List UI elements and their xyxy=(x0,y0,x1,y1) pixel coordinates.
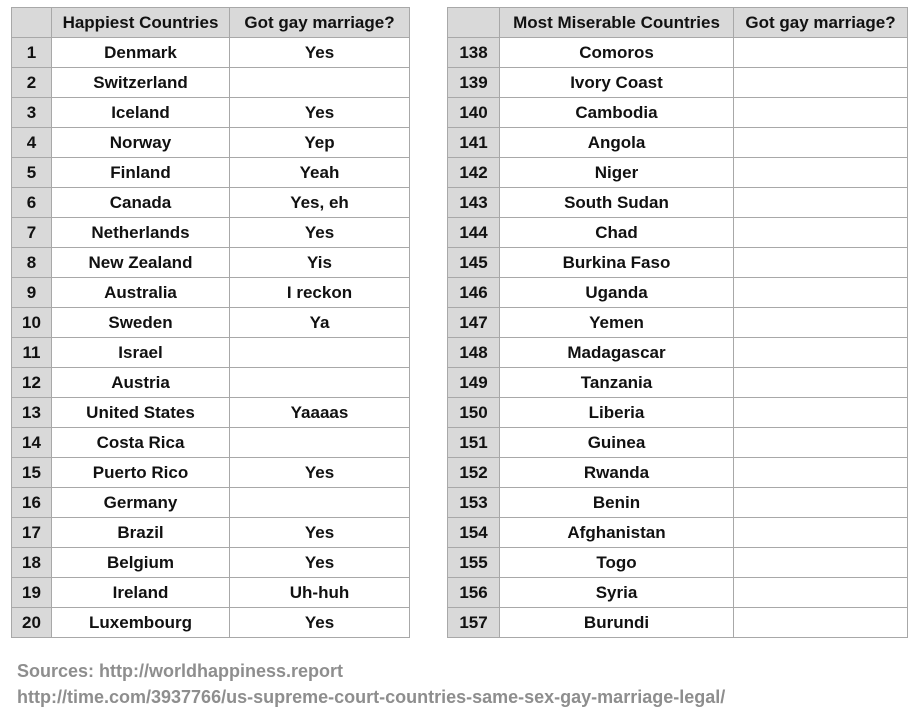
rank-cell: 17 xyxy=(12,518,52,548)
table-row xyxy=(12,578,410,608)
marriage-cell: Yes xyxy=(230,608,410,638)
table-row xyxy=(448,458,908,488)
country-cell: Angola xyxy=(500,128,734,158)
country-cell: Germany xyxy=(52,488,230,518)
country-cell: Chad xyxy=(500,218,734,248)
rank-cell: 3 xyxy=(12,98,52,128)
table-row xyxy=(448,578,908,608)
rank-cell: 13 xyxy=(12,398,52,428)
marriage-cell xyxy=(734,338,908,368)
country-cell: Uganda xyxy=(500,278,734,308)
rank-cell: 140 xyxy=(448,98,500,128)
country-cell: Luxembourg xyxy=(52,608,230,638)
table-row xyxy=(12,518,410,548)
country-cell: Ivory Coast xyxy=(500,68,734,98)
country-cell: Ireland xyxy=(52,578,230,608)
country-cell: Syria xyxy=(500,578,734,608)
marriage-cell xyxy=(734,608,908,638)
country-cell: Burkina Faso xyxy=(500,248,734,278)
table-row xyxy=(448,518,908,548)
table-row xyxy=(448,338,908,368)
table-row xyxy=(12,278,410,308)
rank-cell: 5 xyxy=(12,158,52,188)
country-cell: Switzerland xyxy=(52,68,230,98)
rank-cell: 15 xyxy=(12,458,52,488)
happiest-countries-table xyxy=(11,7,410,638)
country-cell: Netherlands xyxy=(52,218,230,248)
marriage-cell xyxy=(734,458,908,488)
marriage-cell xyxy=(734,158,908,188)
rank-cell: 19 xyxy=(12,578,52,608)
rank-cell: 20 xyxy=(12,608,52,638)
table-row xyxy=(448,488,908,518)
marriage-cell xyxy=(734,128,908,158)
table-row xyxy=(12,188,410,218)
marriage-cell xyxy=(734,548,908,578)
country-cell: Yemen xyxy=(500,308,734,338)
country-cell: Finland xyxy=(52,158,230,188)
marriage-cell xyxy=(230,488,410,518)
table-row xyxy=(12,398,410,428)
rank-cell: 9 xyxy=(12,278,52,308)
marriage-cell xyxy=(230,428,410,458)
rank-cell: 147 xyxy=(448,308,500,338)
marriage-cell: Yes xyxy=(230,548,410,578)
rank-cell: 157 xyxy=(448,608,500,638)
table-row xyxy=(448,608,908,638)
country-cell: Israel xyxy=(52,338,230,368)
table-row xyxy=(12,308,410,338)
country-cell: Australia xyxy=(52,278,230,308)
marriage-cell xyxy=(734,368,908,398)
rank-cell: 11 xyxy=(12,338,52,368)
marriage-cell: Yes xyxy=(230,458,410,488)
country-cell: Iceland xyxy=(52,98,230,128)
marriage-cell: Yes xyxy=(230,38,410,68)
country-cell: Niger xyxy=(500,158,734,188)
country-cell: Madagascar xyxy=(500,338,734,368)
table-row xyxy=(12,368,410,398)
marriage-cell xyxy=(734,38,908,68)
country-cell: Tanzania xyxy=(500,368,734,398)
table-row xyxy=(448,368,908,398)
marriage-column-header: Got gay marriage? xyxy=(734,8,908,38)
country-cell: Belgium xyxy=(52,548,230,578)
country-cell: United States xyxy=(52,398,230,428)
country-column-header: Happiest Countries xyxy=(52,8,230,38)
table-row xyxy=(448,158,908,188)
marriage-cell xyxy=(734,98,908,128)
marriage-cell xyxy=(734,248,908,278)
table-row xyxy=(448,398,908,428)
marriage-cell: Yeah xyxy=(230,158,410,188)
rank-cell: 156 xyxy=(448,578,500,608)
country-cell: Denmark xyxy=(52,38,230,68)
rank-cell: 142 xyxy=(448,158,500,188)
rank-cell: 148 xyxy=(448,338,500,368)
marriage-cell xyxy=(734,428,908,458)
rank-cell: 154 xyxy=(448,518,500,548)
country-cell: Comoros xyxy=(500,38,734,68)
marriage-cell xyxy=(734,278,908,308)
table-header-row xyxy=(12,8,410,38)
rank-cell: 18 xyxy=(12,548,52,578)
marriage-cell xyxy=(734,308,908,338)
rank-cell: 153 xyxy=(448,488,500,518)
rank-cell: 16 xyxy=(12,488,52,518)
table-row xyxy=(448,68,908,98)
rank-cell: 138 xyxy=(448,38,500,68)
marriage-cell xyxy=(734,518,908,548)
marriage-cell: I reckon xyxy=(230,278,410,308)
rank-cell: 7 xyxy=(12,218,52,248)
marriage-cell: Yes, eh xyxy=(230,188,410,218)
country-cell: New Zealand xyxy=(52,248,230,278)
marriage-cell: Yaaaas xyxy=(230,398,410,428)
marriage-cell: Yep xyxy=(230,128,410,158)
marriage-cell: Yes xyxy=(230,518,410,548)
country-cell: Rwanda xyxy=(500,458,734,488)
rank-cell: 145 xyxy=(448,248,500,278)
rank-cell: 146 xyxy=(448,278,500,308)
marriage-cell xyxy=(230,68,410,98)
country-cell: Sweden xyxy=(52,308,230,338)
rank-cell: 150 xyxy=(448,398,500,428)
rank-cell: 149 xyxy=(448,368,500,398)
table-row xyxy=(12,128,410,158)
country-cell: Brazil xyxy=(52,518,230,548)
table-row xyxy=(12,68,410,98)
country-cell: Cambodia xyxy=(500,98,734,128)
sources-line-1: Sources: http://worldhappiness.report xyxy=(17,661,344,681)
marriage-cell xyxy=(734,578,908,608)
table-row xyxy=(12,218,410,248)
country-cell: South Sudan xyxy=(500,188,734,218)
table-header-row xyxy=(448,8,908,38)
table-row xyxy=(12,38,410,68)
rank-cell: 10 xyxy=(12,308,52,338)
sources-note xyxy=(17,658,725,710)
rank-cell: 143 xyxy=(448,188,500,218)
table-row xyxy=(12,548,410,578)
rank-cell: 151 xyxy=(448,428,500,458)
marriage-cell xyxy=(230,368,410,398)
marriage-cell: Uh-huh xyxy=(230,578,410,608)
table-row xyxy=(448,278,908,308)
marriage-cell xyxy=(734,398,908,428)
rank-cell: 8 xyxy=(12,248,52,278)
table-row xyxy=(448,218,908,248)
rank-cell: 6 xyxy=(12,188,52,218)
rank-cell: 152 xyxy=(448,458,500,488)
marriage-cell: Yes xyxy=(230,218,410,248)
table-row xyxy=(448,38,908,68)
rank-cell: 14 xyxy=(12,428,52,458)
rank-cell: 144 xyxy=(448,218,500,248)
rank-cell: 12 xyxy=(12,368,52,398)
marriage-cell xyxy=(734,218,908,248)
marriage-cell: Yis xyxy=(230,248,410,278)
country-cell: Burundi xyxy=(500,608,734,638)
table-row xyxy=(12,248,410,278)
country-cell: Benin xyxy=(500,488,734,518)
rank-cell: 4 xyxy=(12,128,52,158)
country-cell: Costa Rica xyxy=(52,428,230,458)
table-row xyxy=(12,608,410,638)
rank-cell: 2 xyxy=(12,68,52,98)
table-row xyxy=(12,338,410,368)
table-row xyxy=(448,128,908,158)
table-row xyxy=(448,188,908,218)
table-row xyxy=(448,428,908,458)
table-row xyxy=(12,98,410,128)
rank-cell: 155 xyxy=(448,548,500,578)
rank-column-header xyxy=(12,8,52,38)
rank-cell: 141 xyxy=(448,128,500,158)
country-cell: Afghanistan xyxy=(500,518,734,548)
country-cell: Norway xyxy=(52,128,230,158)
table-row xyxy=(12,428,410,458)
table-row xyxy=(12,458,410,488)
table-row xyxy=(448,98,908,128)
country-cell: Austria xyxy=(52,368,230,398)
country-column-header: Most Miserable Countries xyxy=(500,8,734,38)
rank-cell: 1 xyxy=(12,38,52,68)
marriage-cell xyxy=(734,488,908,518)
country-cell: Puerto Rico xyxy=(52,458,230,488)
country-cell: Guinea xyxy=(500,428,734,458)
rank-column-header xyxy=(448,8,500,38)
country-cell: Togo xyxy=(500,548,734,578)
table-row xyxy=(12,488,410,518)
marriage-column-header: Got gay marriage? xyxy=(230,8,410,38)
marriage-cell xyxy=(230,338,410,368)
marriage-cell: Yes xyxy=(230,98,410,128)
table-row xyxy=(12,158,410,188)
table-row xyxy=(448,248,908,278)
country-cell: Canada xyxy=(52,188,230,218)
marriage-cell: Ya xyxy=(230,308,410,338)
marriage-cell xyxy=(734,188,908,218)
country-cell: Liberia xyxy=(500,398,734,428)
marriage-cell xyxy=(734,68,908,98)
table-row xyxy=(448,308,908,338)
rank-cell: 139 xyxy=(448,68,500,98)
table-row xyxy=(448,548,908,578)
sources-line-2: http://time.com/3937766/us-supreme-court-countries-same-sex-gay-marriage-legal/ xyxy=(17,687,726,707)
most-miserable-countries-table xyxy=(447,7,908,638)
